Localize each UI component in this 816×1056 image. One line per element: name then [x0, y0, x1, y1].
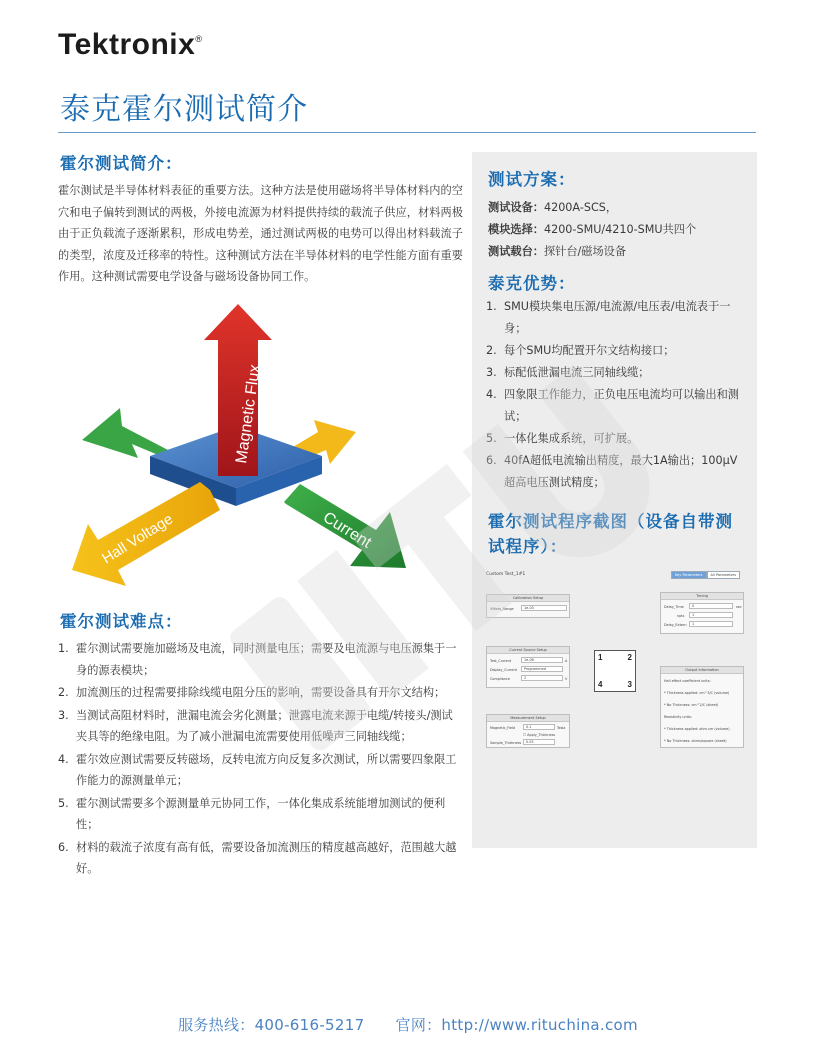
difficulties-list	[58, 638, 458, 881]
title-divider	[58, 132, 756, 133]
list-item: 4. 四象限工作能力，正负电压电流均可以输出和测试；	[486, 388, 739, 423]
list-item: 1. SMU模块集电压源/电流源/电压表/电流表于一身；	[486, 300, 731, 335]
compliance-field[interactable]: 2	[521, 675, 563, 681]
list-item: 2. 每个SMU均配置开尔文结构接口；	[486, 344, 675, 357]
arrow-green-back	[82, 408, 170, 460]
footer	[0, 1014, 816, 1035]
intro-heading: 霍尔测试简介：	[60, 154, 183, 173]
vmeas-range-field[interactable]: 1e-03	[521, 605, 567, 611]
plan-row: 测试载台：探针台/磁场设备	[488, 245, 627, 258]
list-item: 2. 加流测压的过程需要排除线缆电阻分压的影响，需要设备具有开尔文结构；	[58, 686, 446, 699]
sample-thickness-input[interactable]: 0.03	[523, 739, 555, 745]
difficulties-heading: 霍尔测试难点：	[60, 612, 183, 631]
parameter-tabs	[671, 571, 740, 579]
hall-effect-diagram	[60, 298, 430, 590]
intro-paragraph: 霍尔测试是半导体材料表征的重要方法。这种方法是使用磁场将半导体材料内的空穴和电子偏转到测试的两极，外接电流源为材料提供持续的载流子供应，材料两极由于正负载流子逐渐累积，形成电势差，通过测试两极的电势可以得出材料载流子的类型，浓度及迁移率的特性。这种测试方法在半导体材料的电学性能方面有重要作用。这种测试需要电学设备与磁场设备协同工作。	[58, 184, 463, 283]
list-item: 1. 霍尔测试需要施加磁场及电流，同时测量电压；需要及电流源与电压源集于一身的源表模块；	[58, 642, 457, 677]
tab-key-parameters[interactable]: Key Parameters	[671, 571, 707, 579]
magnetic-field-input[interactable]: 0.1	[523, 724, 555, 730]
advantages-heading: 泰克优势：	[488, 274, 576, 293]
plan-row: 测试设备：4200A-SCS，	[488, 201, 618, 214]
test-program-screenshot	[482, 568, 746, 748]
tab-all-parameters[interactable]: All Parameters	[707, 571, 740, 579]
hotline: 服务热线：400-616-5217	[178, 1016, 365, 1034]
test-current-field[interactable]: 1e-06	[521, 657, 563, 663]
current-label: Current	[319, 508, 375, 552]
output-information-box: Output Information Hall effect coefficient units: * Thickness applied: cm^3/C (volume) * No Thickness: cm^2/C (sheet) Resistivity units: * Thickness applied: ohm-cm (volume) * No Thickness: ohms/square (sheet)	[660, 666, 744, 748]
list-item: 6. 材料的载流子浓度有高有低，需要设备加流测压的精度越高越好，范围越大越好。	[58, 840, 457, 875]
list-item: 3. 当测试高阻材料时，泄漏电流会劣化测量；泄露电流来源于电缆/转接头/测试夹具等的绝缘电阻。为了减小泄漏电流需要使用低噪声三同轴线缆；	[58, 708, 453, 743]
npts-field[interactable]: 1	[689, 612, 733, 618]
apply-thickness-checkbox[interactable]: ☐ Apply_Thickness	[523, 733, 556, 737]
list-item: 6. 40fA超低电流输出精度，最大1A输出；100μV超高电压测试精度；	[486, 454, 738, 489]
tektronix-logo: Tektronix®	[58, 28, 203, 61]
plan-list	[488, 197, 696, 263]
current-source-box: Current Source Setup Test_Current 1e-06 A Display_Current Programmed Compliance 2 V	[486, 646, 570, 688]
sample-terminal-diagram: 1 2 4 3	[594, 650, 636, 692]
test-name: Custom Test_1#1	[486, 572, 526, 577]
advantages-list	[486, 296, 748, 494]
list-item: 5. 一体化集成系统，可扩展。	[486, 432, 639, 445]
delay-extern-field[interactable]: 1	[689, 621, 733, 627]
list-item: 3. 标配低泄漏电流三同轴线缆；	[486, 366, 650, 379]
timing-box: Timing Delay_Time 0 sec npts 1 Delay_Extern 1	[660, 592, 744, 634]
list-item: 4. 霍尔效应测试需要反转磁场，反转电流方向反复多次测试，所以需要四象限工作能力的源测量单元；	[58, 752, 457, 787]
list-item: 5. 霍尔测试需要多个源测量单元协同工作，一体化集成系统能增加测试的便利性；	[58, 796, 446, 831]
calibration-setup-box: Calibration Setup VMeas_Range 1e-03	[486, 594, 570, 618]
delay-time-field[interactable]: 0	[689, 603, 733, 609]
screenshot-heading: 霍尔测试程序截图（设备自带测试程序）：	[488, 512, 733, 556]
display-current-select[interactable]: Programmed	[521, 666, 563, 672]
plan-heading: 测试方案：	[488, 170, 576, 189]
hall-voltage-label: Hall Voltage	[99, 510, 177, 568]
plan-row: 模块选择：4200-SMU/4210-SMU共四个	[488, 223, 697, 236]
measurement-setup-box: Measurement Setup Magnetic_Field 0.1 Tesla ☐ Apply_Thickness Sample_Thickness 0.03	[486, 714, 570, 748]
magnetic-flux-label: Magnetic Flux	[233, 363, 264, 465]
page-title: 泰克霍尔测试简介	[60, 92, 308, 127]
website-link[interactable]: 官网：http://www.rituchina.com	[395, 1016, 638, 1034]
